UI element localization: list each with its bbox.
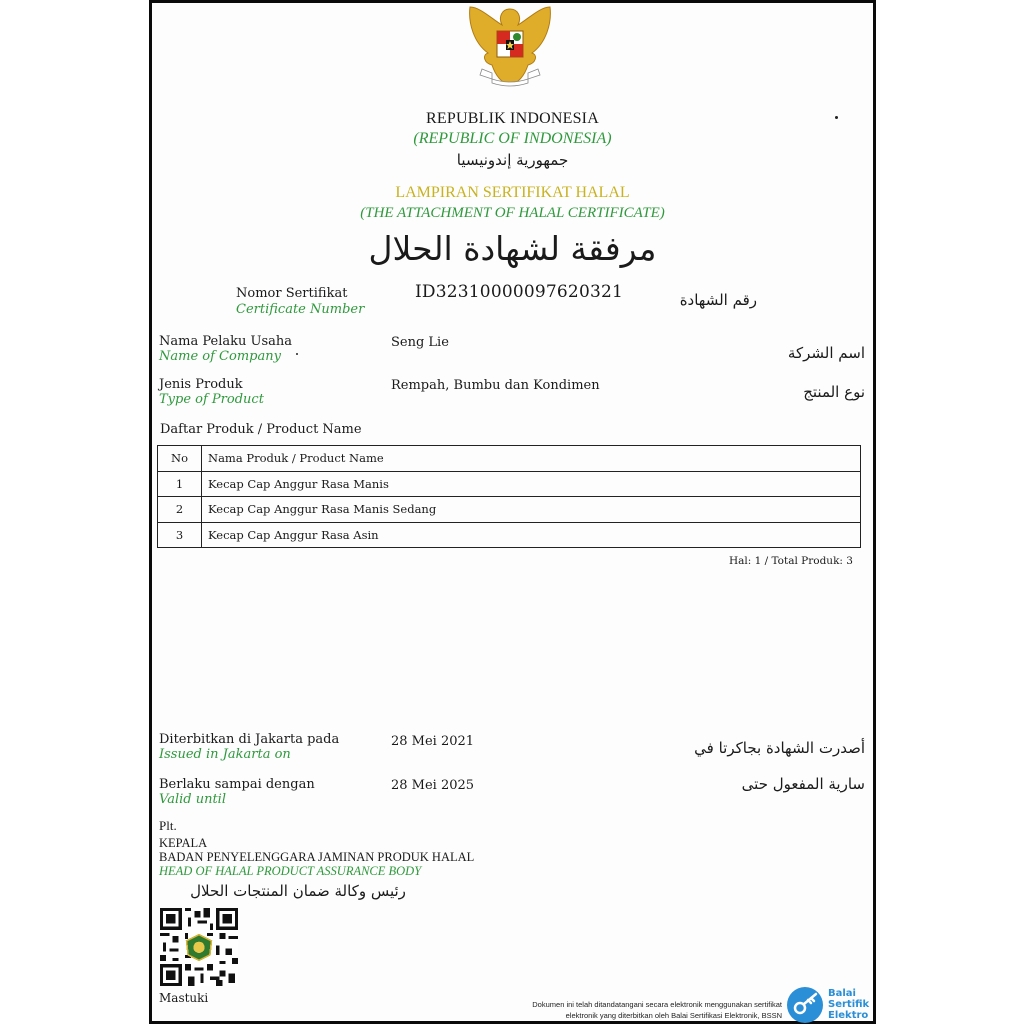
document-title-en: (THE ATTACHMENT OF HALAL CERTIFICATE) (360, 205, 665, 221)
company-value: Seng Lie (391, 335, 449, 350)
valid-label-ar: سارية المفعول حتى (741, 775, 865, 793)
certificate-number-value: ID32310000097620321 (415, 282, 624, 302)
bsre-label (828, 988, 873, 1021)
product-name: Kecap Cap Anggur Rasa Manis Sedang (202, 497, 861, 523)
product-name: Kecap Cap Anggur Rasa Asin (202, 522, 861, 548)
row-number: 2 (158, 497, 202, 523)
certificate-number-label-en: Certificate Number (236, 302, 365, 317)
bsre-line-3: Elektro (828, 1010, 869, 1021)
note-line-2: elektronik yang diterbitkan oleh Balai Sertifikasi Elektronik, BSSN (565, 1011, 782, 1020)
signatory-agency: BADAN PENYELENGGARA JAMINAN PRODUK HALAL (159, 850, 475, 864)
signatory-name: Mastuki (159, 991, 209, 1005)
product-type-label-en: Type of Product (159, 392, 264, 407)
certificate-number-label: Nomor Sertifikat (236, 286, 348, 301)
document-title: LAMPIRAN SERTIFIKAT HALAL (395, 184, 630, 201)
valid-label: Berlaku sampai dengan (159, 777, 315, 792)
product-table (157, 445, 861, 548)
country-title-ar: جمهورية إندونيسيا (456, 151, 569, 169)
speck (835, 116, 838, 119)
company-label-en: Name of Company (159, 349, 281, 364)
signatory-position: KEPALA (159, 836, 208, 850)
issued-label: Diterbitkan di Jakarta pada (159, 732, 340, 747)
issued-label-en: Issued in Jakarta on (159, 747, 291, 762)
valid-label-en: Valid until (159, 792, 226, 807)
row-number: 1 (158, 471, 202, 497)
table-row (158, 471, 861, 497)
certificate-page (149, 0, 876, 1024)
issued-label-ar: أصدرت الشهادة بجاكرتا في (694, 739, 865, 757)
note-line-1: Dokumen ini telah ditandatangani secara elektronik menggunakan sertifikat (532, 1000, 782, 1009)
product-type-value: Rempah, Bumbu dan Kondimen (391, 378, 600, 393)
signatory-agency-en: HEAD OF HALAL PRODUCT ASSURANCE BODY (159, 864, 422, 878)
product-list-title: Daftar Produk / Product Name (160, 422, 362, 437)
bsre-line-1: Balai (828, 988, 856, 999)
electronic-signature-note (452, 999, 782, 1021)
product-type-label: Jenis Produk (159, 377, 243, 392)
speck (296, 353, 298, 355)
valid-until-date: 28 Mei 2025 (391, 778, 475, 793)
product-name: Kecap Cap Anggur Rasa Manis (202, 471, 861, 497)
table-header-row (158, 446, 861, 472)
row-number: 3 (158, 522, 202, 548)
qr-code-icon[interactable] (160, 908, 238, 986)
signatory-agency-ar: رئيس وكالة ضمان المنتجات الحلال (190, 882, 406, 900)
country-title: REPUBLIK INDONESIA (426, 110, 599, 127)
pagination-info: Hal: 1 / Total Produk: 3 (728, 555, 853, 567)
table-row (158, 497, 861, 523)
column-header-no: No (158, 446, 202, 472)
issued-date: 28 Mei 2021 (391, 734, 475, 749)
company-label-ar: اسم الشركة (787, 344, 865, 362)
bsre-line-2: Sertifik (828, 999, 870, 1010)
company-label: Nama Pelaku Usaha (159, 334, 292, 349)
document-title-ar: مرفقة لشهادة الحلال (368, 229, 657, 268)
garuda-emblem-icon (462, 3, 558, 95)
column-header-product-name: Nama Produk / Product Name (202, 446, 861, 472)
product-type-label-ar: نوع المنتج (803, 383, 865, 401)
table-row (158, 522, 861, 548)
certificate-number-label-ar: رقم الشهادة (679, 291, 757, 309)
signatory-plt: Plt. (159, 818, 177, 833)
country-title-en: (REPUBLIC OF INDONESIA) (413, 130, 612, 147)
bsre-logo-icon (786, 986, 824, 1024)
